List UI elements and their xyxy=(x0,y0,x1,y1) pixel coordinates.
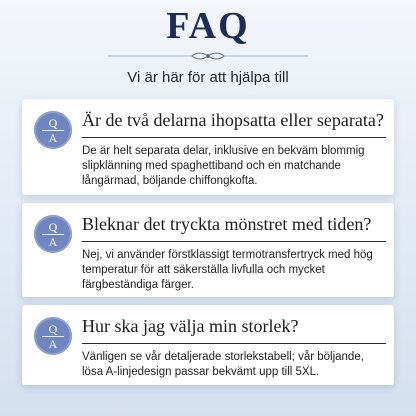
qa-badge-icon xyxy=(34,215,72,253)
badge-q: Q xyxy=(48,116,58,130)
page-title: FAQ xyxy=(166,5,250,47)
badge-a: A xyxy=(48,235,58,249)
badge-a: A xyxy=(48,337,58,351)
faq-card xyxy=(22,305,394,385)
qa-badge-icon xyxy=(34,317,72,355)
faq-card xyxy=(22,99,394,195)
faq-answer: Nej, vi använder förstklassigt termotransfertryck med hög temperatur för att säkerställa livfulla och mycket färgbeständiga färger. xyxy=(82,249,373,291)
ornament-divider-icon xyxy=(108,49,308,63)
badge-q: Q xyxy=(48,220,58,234)
badge-q: Q xyxy=(48,322,58,336)
question-divider xyxy=(82,343,386,344)
faq-question: Hur ska jag välja min storlek? xyxy=(82,316,299,336)
question-divider xyxy=(82,137,386,138)
faq-question: Är de två delarna ihopsatta eller separata? xyxy=(82,110,384,130)
page-subtitle: Vi är här för att hjälpa till xyxy=(127,69,289,86)
page-header xyxy=(0,0,416,87)
faq-answer: De är helt separata delar, inklusive en bekväm blommig slipklänning med spaghettiband och en matchande långärmad, böljande chiffongkofta. xyxy=(82,145,365,187)
question-divider xyxy=(82,241,386,242)
faq-answer: Vänligen se vår detaljerade storlekstabell; vår böljande, lösa A-linjedesign passar bekvämt upp till 5XL. xyxy=(82,351,364,378)
faq-question: Bleknar det tryckta mönstret med tiden? xyxy=(82,214,372,234)
qa-badge-icon xyxy=(34,111,72,149)
faq-card xyxy=(22,203,394,297)
badge-a: A xyxy=(48,131,58,145)
